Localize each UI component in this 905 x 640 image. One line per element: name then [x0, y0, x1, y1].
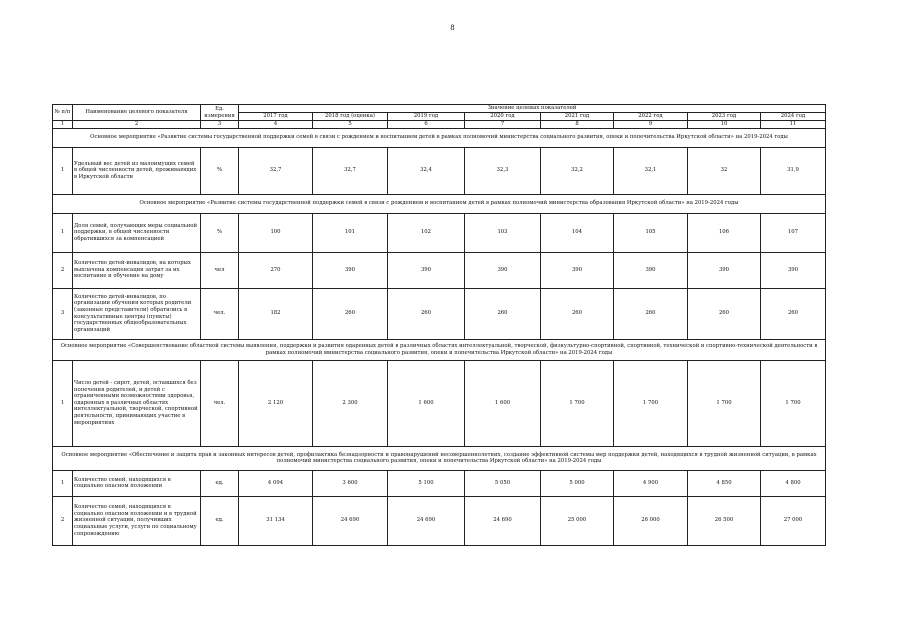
row-value: 100: [239, 213, 313, 252]
row-value: 4 094: [239, 470, 313, 496]
header-year: 2023 год: [688, 113, 761, 121]
target-indicators-table: [52, 104, 826, 546]
column-number: 3: [201, 121, 239, 129]
row-value: 4 850: [688, 470, 761, 496]
row-value: 27 000: [761, 496, 826, 545]
column-number: 10: [688, 121, 761, 129]
row-value: 32,1: [614, 147, 688, 194]
row-value: 390: [313, 252, 388, 288]
header-year: 2021 год: [541, 113, 614, 121]
row-num: 1: [53, 470, 73, 496]
row-value: 1 700: [541, 360, 614, 446]
row-value: 390: [688, 252, 761, 288]
row-value: 270: [239, 252, 313, 288]
column-number-row: [53, 121, 826, 129]
row-value: 260: [313, 288, 388, 339]
header-values-group: Значение целевых показателей: [239, 105, 826, 113]
row-value: 5 050: [465, 470, 541, 496]
row-value: 26 000: [614, 496, 688, 545]
row-unit: %: [201, 213, 239, 252]
page-number: 8: [450, 24, 455, 32]
table-row: [53, 147, 826, 194]
column-number: 9: [614, 121, 688, 129]
row-value: 1 700: [614, 360, 688, 446]
row-unit: чел: [201, 252, 239, 288]
row-value: 32: [688, 147, 761, 194]
row-value: 103: [465, 213, 541, 252]
row-value: 24 690: [465, 496, 541, 545]
row-value: 390: [465, 252, 541, 288]
row-value: 25 000: [541, 496, 614, 545]
row-value: 107: [761, 213, 826, 252]
row-value: 390: [541, 252, 614, 288]
section-header-row: [53, 194, 826, 213]
row-value: 1 600: [388, 360, 465, 446]
column-number: 11: [761, 121, 826, 129]
row-value: 24 690: [313, 496, 388, 545]
row-value: 390: [761, 252, 826, 288]
table-row: [53, 360, 826, 446]
section-header-row: [53, 128, 826, 147]
table-row: [53, 496, 826, 545]
row-value: 32,4: [388, 147, 465, 194]
header-row-top: [53, 105, 826, 113]
column-number: 4: [239, 121, 313, 129]
column-number: 6: [388, 121, 465, 129]
header-year: 2018 год (оценка): [313, 113, 388, 121]
row-value: 105: [614, 213, 688, 252]
row-num: 2: [53, 252, 73, 288]
row-value: 4 900: [614, 470, 688, 496]
row-unit: чел.: [201, 360, 239, 446]
row-value: 260: [465, 288, 541, 339]
section-title: Основное мероприятие «Развитие системы государственной поддержки семей в связи с рождением и воспитанием детей в рамках полномочий министерства образования Иркутской области» на 2019-2024 годы: [53, 194, 826, 213]
row-name: Количество детей-инвалидов, на которых выплачена компенсация затрат за их воспитание и обучение на дому: [73, 252, 201, 288]
row-value: 24 690: [388, 496, 465, 545]
row-value: 1 600: [465, 360, 541, 446]
row-value: 182: [239, 288, 313, 339]
row-value: 5 000: [541, 470, 614, 496]
row-name: Доля семей, получающих меры социальной поддержки, в общей численности обратившихся за компенсацией: [73, 213, 201, 252]
section-title: Основное мероприятие «Развитие системы государственной поддержки семей в связи с рождением и воспитанием детей в рамках полномочий министерства социального развития, опеки и попечительства Иркутской области» на 2019-2024 годы: [53, 128, 826, 147]
row-num: 1: [53, 147, 73, 194]
row-value: 260: [688, 288, 761, 339]
row-value: 101: [313, 213, 388, 252]
row-name: Количество семей, находящихся в социально опасном положении и в трудной жизненной ситуации, получивших социальные услуги, услуги по социальному сопровождению: [73, 496, 201, 545]
row-value: 2 300: [313, 360, 388, 446]
row-value: 5 100: [388, 470, 465, 496]
row-value: 31 134: [239, 496, 313, 545]
row-value: 1 700: [761, 360, 826, 446]
row-value: 106: [688, 213, 761, 252]
row-value: 3 600: [313, 470, 388, 496]
row-value: 260: [541, 288, 614, 339]
header-year: 2024 год: [761, 113, 826, 121]
column-number: 8: [541, 121, 614, 129]
table-row: [53, 252, 826, 288]
row-num: 1: [53, 360, 73, 446]
column-number: 7: [465, 121, 541, 129]
column-number: 1: [53, 121, 73, 129]
row-unit: %: [201, 147, 239, 194]
row-value: 31,9: [761, 147, 826, 194]
header-unit: Ед. измерения: [201, 105, 239, 121]
header-year: 2019 год: [388, 113, 465, 121]
row-value: 104: [541, 213, 614, 252]
table-row: [53, 470, 826, 496]
table-row: [53, 288, 826, 339]
row-name: Число детей - сирот, детей, оставшихся без попечения родителей, и детей с ограниченными возможностями здоровья, одаренных в различных областях интеллектуальной, творческой, спортивной деятельности, принимающих участие в мероприятиях: [73, 360, 201, 446]
header-year: 2017 год: [239, 113, 313, 121]
section-header-row: [53, 446, 826, 470]
header-year: 2022 год: [614, 113, 688, 121]
header-name: Наименование целевого показателя: [73, 105, 201, 121]
row-unit: чел.: [201, 288, 239, 339]
row-value: 2 120: [239, 360, 313, 446]
row-value: 1 700: [688, 360, 761, 446]
row-num: 2: [53, 496, 73, 545]
row-value: 32,7: [313, 147, 388, 194]
row-value: 260: [614, 288, 688, 339]
row-value: 390: [614, 252, 688, 288]
row-value: 32,2: [541, 147, 614, 194]
section-title: Основное мероприятие «Совершенствование областной системы выявления, поддержки и развития одаренных детей в различных областях интеллектуальной, творческой, физкультурно-спортивной, спортивной, технической и спортивно-технической деятельности в рамках полномочий министерства социального развития, опеки и попечительства Иркутской области» на 2019-2024 годы: [53, 339, 826, 360]
row-name: Количество семей, находящихся в социально опасном положении: [73, 470, 201, 496]
row-name: Удельный вес детей из малоимущих семей в общей численности детей, проживающих в Иркутской области: [73, 147, 201, 194]
row-value: 102: [388, 213, 465, 252]
section-title: Основное мероприятие «Обеспечение и защита прав и законных интересов детей, профилактика безнадзорности и правонарушений несовершеннолетних, создание эффективной системы мер поддержки детей, находящихся в трудной жизненной ситуации, в рамках полномочий министерства социального развития, опеки и попечительства Иркутской области» на 2019-2024 годы: [53, 446, 826, 470]
row-name: Количество детей-инвалидов, по организации обучения которых родители (законные представители) обратились в консультативные центры (пункты) государственных общеобразовательных организаций: [73, 288, 201, 339]
row-value: 32,7: [239, 147, 313, 194]
row-value: 4 800: [761, 470, 826, 496]
row-value: 32,3: [465, 147, 541, 194]
row-value: 260: [761, 288, 826, 339]
row-value: 260: [388, 288, 465, 339]
column-number: 2: [73, 121, 201, 129]
column-number: 5: [313, 121, 388, 129]
header-num: № п/п: [53, 105, 73, 121]
row-unit: ед.: [201, 496, 239, 545]
row-value: 390: [388, 252, 465, 288]
row-value: 26 500: [688, 496, 761, 545]
row-unit: ед.: [201, 470, 239, 496]
section-header-row: [53, 339, 826, 360]
row-num: 1: [53, 213, 73, 252]
table-row: [53, 213, 826, 252]
row-num: 3: [53, 288, 73, 339]
header-year: 2020 год: [465, 113, 541, 121]
